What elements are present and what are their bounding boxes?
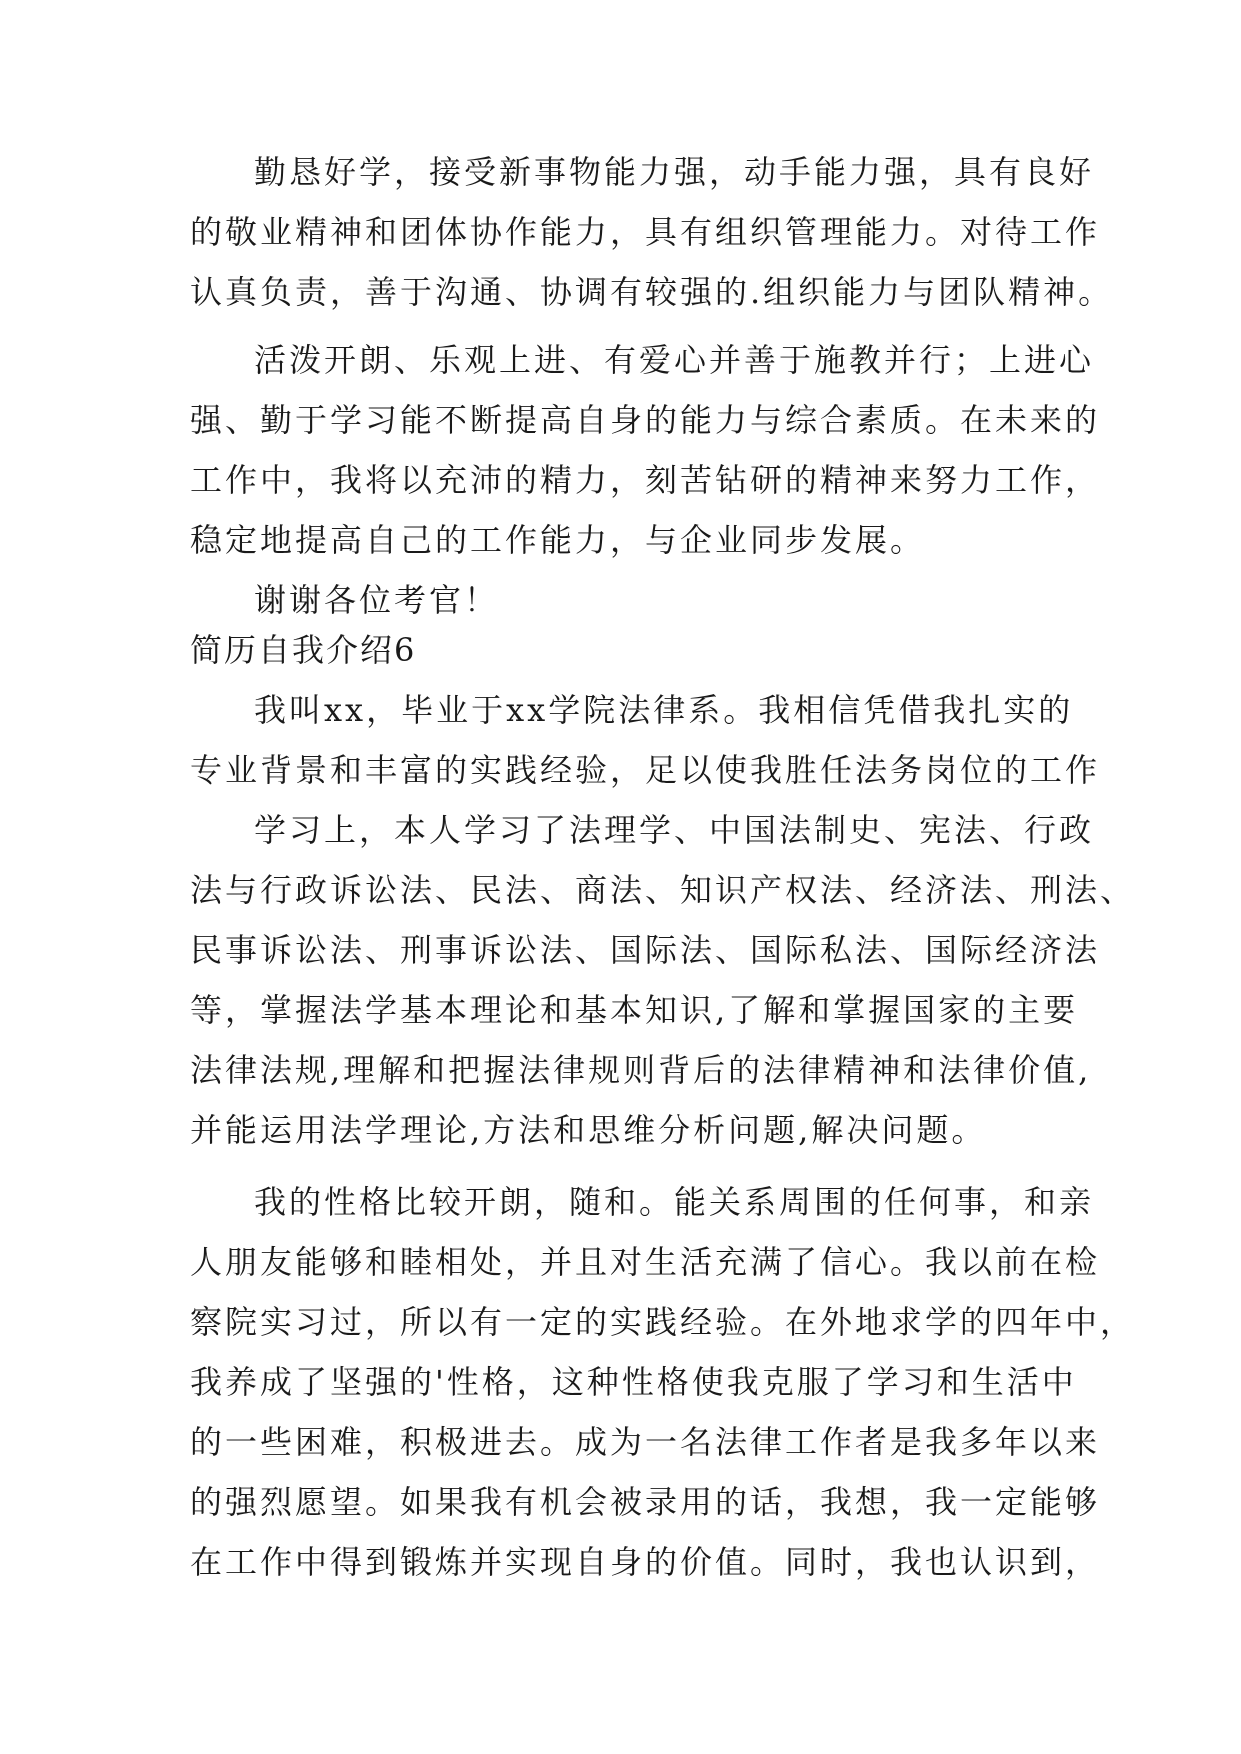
paragraph-line: 工作中，我将以充沛的精力，刻苦钻研的精神来努力工作， xyxy=(190,461,1101,499)
paragraph-line: 察院实习过，所以有一定的实践经验。在外地求学的四年中， xyxy=(190,1303,1136,1341)
paragraph-line: 勤恳好学，接受新事物能力强，动手能力强，具有良好 xyxy=(254,153,1095,191)
paragraph-line: 等，掌握法学基本理论和基本知识,了解和掌握国家的主要 xyxy=(190,991,1079,1029)
paragraph-line: 的强烈愿望。如果我有机会被录用的话，我想，我一定能够 xyxy=(190,1483,1101,1521)
paragraph-line: 强、勤于学习能不断提高自身的能力与综合素质。在未来的 xyxy=(190,401,1101,439)
paragraph-line: 学习上，本人学习了法理学、中国法制史、宪法、行政 xyxy=(254,811,1095,849)
paragraph-line: 法律法规,理解和把握法律规则背后的法律精神和法律价值, xyxy=(190,1051,1092,1089)
paragraph-line: 稳定地提高自己的工作能力，与企业同步发展。 xyxy=(190,521,926,559)
paragraph-line: 在工作中得到锻炼并实现自身的价值。同时，我也认识到， xyxy=(190,1543,1101,1581)
paragraph-line: 民事诉讼法、刑事诉讼法、国际法、国际私法、国际经济法 xyxy=(190,931,1101,969)
paragraph-line: 我养成了坚强的'性格，这种性格使我克服了学习和生活中 xyxy=(190,1363,1077,1401)
paragraph-line: 活泼开朗、乐观上进、有爱心并善于施教并行；上进心 xyxy=(254,341,1095,379)
paragraph-line: 认真负责，善于沟通、协调有较强的.组织能力与团队精神。 xyxy=(190,273,1114,311)
paragraph-line: 的一些困难，积极进去。成为一名法律工作者是我多年以来 xyxy=(190,1423,1101,1461)
paragraph-line: 人朋友能够和睦相处，并且对生活充满了信心。我以前在检 xyxy=(190,1243,1101,1281)
paragraph-line: 法与行政诉讼法、民法、商法、知识产权法、经济法、刑法、 xyxy=(190,871,1136,909)
closing-line: 谢谢各位考官！ xyxy=(254,581,500,619)
paragraph-line: 专业背景和丰富的实践经验，足以使我胜任法务岗位的工作 xyxy=(190,751,1101,789)
section-heading: 简历自我介绍6 xyxy=(190,631,417,669)
paragraph-line: 我的性格比较开朗，随和。能关系周围的任何事，和亲 xyxy=(254,1183,1095,1221)
paragraph-line: 的敬业精神和团体协作能力，具有组织管理能力。对待工作 xyxy=(190,213,1101,251)
paragraph-line: 并能运用法学理论,方法和思维分析问题,解决问题。 xyxy=(190,1111,987,1149)
paragraph-line: 我叫xx，毕业于xx学院法律系。我相信凭借我扎实的 xyxy=(254,691,1074,729)
